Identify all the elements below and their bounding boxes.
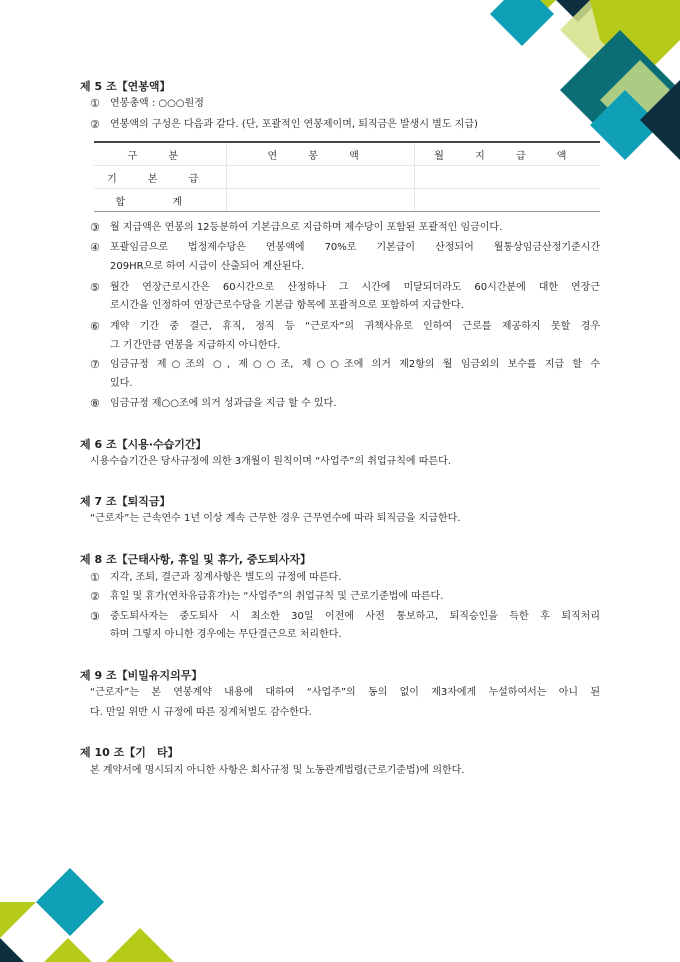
item-text: 중도퇴사자는 중도퇴사 시 최소한 30일 이전에 사전 통보하고, 퇴직승인을 득한 후 퇴직처리 — [110, 611, 600, 622]
item-text: 로시간을 인정하여 연장근로수당을 기본급 항목에 포괄적으로 포함하여 지급한다. — [110, 300, 464, 311]
item-text: 임금규정 제○○조에 의거 성과급을 지급 할 수 있다. — [110, 398, 337, 409]
item-num: ① — [90, 571, 100, 584]
item-text: 연봉액의 구성은 다음과 같다. (단, 포괄적인 연봉제이며, 퇴직금은 발생시 별도 지급) — [110, 119, 478, 130]
item-text: 그 기간만큼 연봉을 지급하지 아니한다. — [110, 340, 281, 351]
article-9-text: “근로자”는 본 연봉계약 내용에 대하여 “사업주”의 동의 없이 제3자에게 누설하여서는 아니 된 — [90, 687, 600, 698]
item-text: 월 지급액은 연봉의 12등분하여 기본급으로 지급하며 제수당이 포함된 포괄적인 임금이다. — [110, 222, 503, 233]
item-num: ③ — [90, 610, 100, 623]
article-6-text: 시용수습기간은 당사규정에 의한 3개월이 원칙이며 “사업주”의 취업규칙에 따른다. — [90, 456, 451, 467]
item-text: 월간 연장근로시간은 60시간으로 산정하나 그 시간에 미달되더라도 60시간분에 대한 연장근 — [110, 282, 600, 293]
table-header-cell: 구 분 — [94, 142, 226, 166]
item-text: 임금규정 제○조의 ○, 제○○조, 제○○조에 의거 제2항의 월 임금외의 보수를 지급 할 수 — [110, 359, 600, 370]
article-5-title: 제 5 조【연봉액】 — [80, 80, 171, 93]
table-cell — [414, 189, 600, 212]
item-num: ③ — [90, 221, 100, 234]
article-8-title: 제 8 조【근태사항, 휴일 및 휴가, 중도퇴사자】 — [80, 553, 312, 566]
item-text: 휴일 및 휴가(연차유급휴가)는 “사업주”의 취업규칙 및 근로기준법에 따른다. — [110, 591, 444, 602]
table-cell: 기 본 급 — [94, 166, 226, 189]
table-cell: 합 계 — [94, 189, 226, 212]
table-header-row — [94, 142, 600, 166]
item-text: 있다. — [110, 378, 133, 389]
item-text: 포괄임금으로 법정제수당은 연봉액에 70%로 기본급이 산정되어 월통상임금산정기준시간 — [110, 242, 600, 253]
salary-table — [94, 141, 600, 212]
item-text: 계약 기간 중 결근, 휴직, 정직 등 “근로자”의 귀책사유로 인하여 근로를 제공하지 못할 경우 — [110, 321, 600, 332]
item-text: 연봉총액 : ○○○원정 — [110, 98, 204, 109]
table-header-cell: 월 지 급 액 — [414, 142, 600, 166]
article-6-title: 제 6 조【시용·수습기간】 — [80, 438, 207, 451]
top-right-diamonds — [490, 0, 680, 160]
item-text: 209HR으로 하여 시급이 산출되어 계산된다. — [110, 261, 305, 272]
table-cell — [226, 189, 414, 212]
item-text: 하며 그렇지 아니한 경우에는 무단결근으로 처리한다. — [110, 629, 342, 640]
article-10-text: 본 계약서에 명시되지 아니한 사항은 회사규정 및 노동관계법령(근로기준법)에 의한다. — [90, 765, 465, 776]
table-header-cell: 연 봉 액 — [226, 142, 414, 166]
article-7-title: 제 7 조【퇴직금】 — [80, 495, 171, 508]
item-text: 지각, 조퇴, 결근과 징계사항은 별도의 규정에 따른다. — [110, 572, 342, 583]
table-row — [94, 166, 600, 189]
table-cell — [414, 166, 600, 189]
article-7-text: “근로자”는 근속연수 1년 이상 계속 근무한 경우 근무연수에 따라 퇴직금을 지급한다. — [90, 513, 461, 524]
item-num: ⑧ — [90, 397, 100, 410]
item-num: ⑦ — [90, 358, 100, 371]
table-row — [94, 189, 600, 212]
item-num: ④ — [90, 241, 100, 254]
article-10-title: 제 10 조【기 타】 — [80, 746, 179, 759]
table-cell — [226, 166, 414, 189]
bottom-left-diamonds — [0, 868, 174, 962]
item-num: ① — [90, 97, 100, 110]
item-num: ⑥ — [90, 320, 100, 333]
article-9-text: 다. 만일 위반 시 규정에 따른 징계처벌도 감수한다. — [90, 707, 312, 718]
item-num: ② — [90, 118, 100, 131]
item-num: ⑤ — [90, 281, 100, 294]
article-9-title: 제 9 조【비밀유지의무】 — [80, 669, 203, 682]
item-num: ② — [90, 590, 100, 603]
